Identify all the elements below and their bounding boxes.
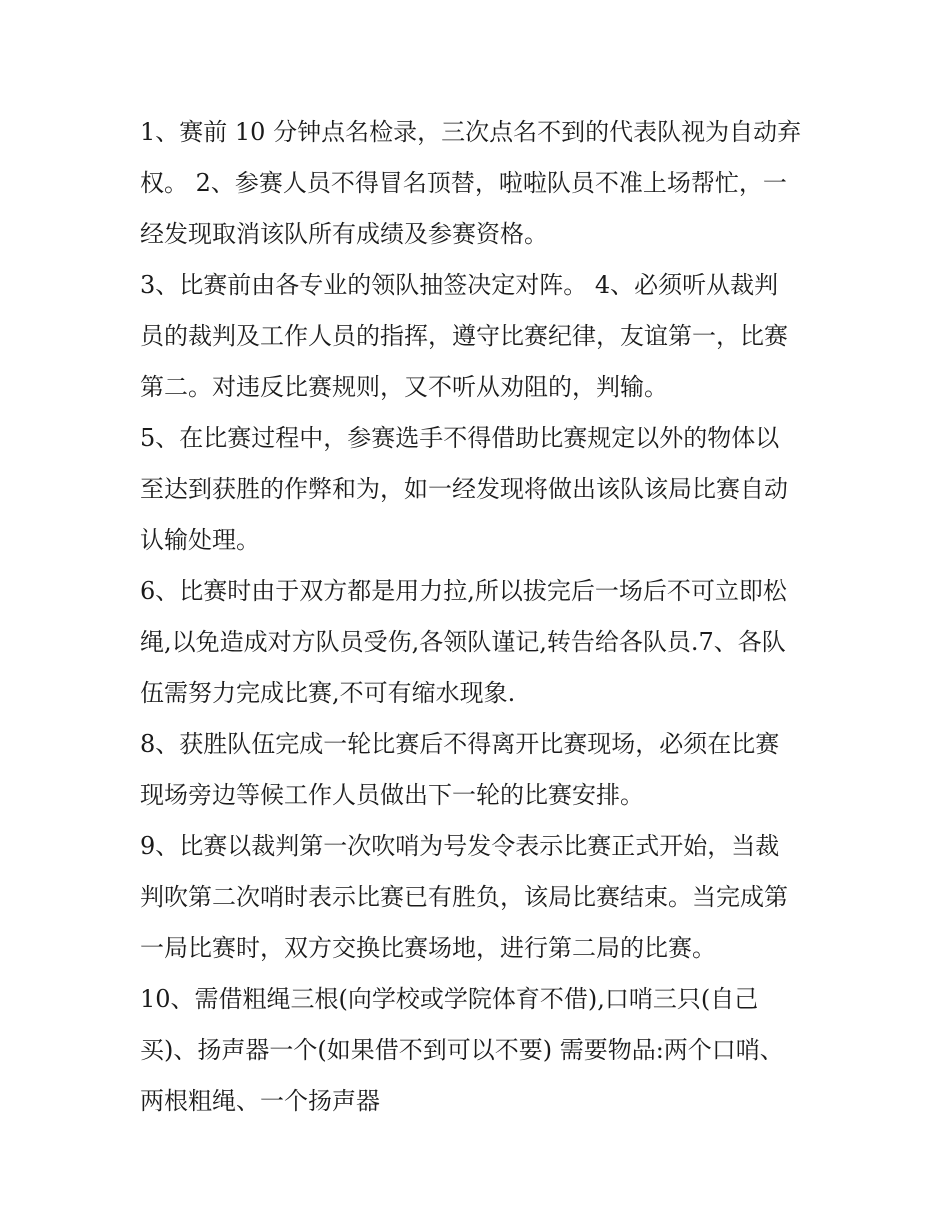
text-line: 一局比赛时，双方交换比赛场地，进行第二局的比赛。 xyxy=(140,934,716,962)
text-line: 6、比赛时由于双方都是用力拉,所以拔完后一场后不可立即松 xyxy=(140,577,787,605)
rules-text xyxy=(140,107,820,1127)
rule-paragraph-3 xyxy=(140,260,820,413)
text-line: 伍需努力完成比赛,不可有缩水现象. xyxy=(140,679,516,707)
text-line: 认输处理。 xyxy=(140,526,260,554)
rule-paragraph-10 xyxy=(140,974,820,1127)
text-line: 3、比赛前由各专业的领队抽签决定对阵。 4、必须听从裁判 xyxy=(140,271,779,299)
text-line: 第二。对违反比赛规则，又不听从劝阻的，判输。 xyxy=(140,373,668,401)
text-line: 绳,以免造成对方队员受伤,各领队谨记,转告给各队员.7、各队 xyxy=(140,628,786,656)
text-line: 买)、扬声器一个(如果借不到可以不要) 需要物品:两个口哨、 xyxy=(140,1036,784,1064)
text-line: 10、需借粗绳三根(向学校或学院体育不借),口哨三只(自己 xyxy=(140,985,759,1013)
rule-paragraph-1 xyxy=(140,107,820,260)
rule-paragraph-6 xyxy=(140,566,820,719)
text-line: 权。 2、参赛人员不得冒名顶替，啦啦队员不准上场帮忙，一 xyxy=(140,169,787,197)
text-line: 员的裁判及工作人员的指挥，遵守比赛纪律，友谊第一，比赛 xyxy=(140,322,788,350)
text-line: 1、赛前 10 分钟点名检录，三次点名不到的代表队视为自动弃 xyxy=(140,118,802,146)
text-line: 9、比赛以裁判第一次吹哨为号发令表示比赛正式开始，当裁 xyxy=(140,832,780,860)
text-line: 至达到获胜的作弊和为，如一经发现将做出该队该局比赛自动 xyxy=(140,475,788,503)
text-line: 现场旁边等候工作人员做出下一轮的比赛安排。 xyxy=(140,781,644,809)
rule-paragraph-5 xyxy=(140,413,820,566)
rule-paragraph-9 xyxy=(140,821,820,974)
text-line: 经发现取消该队所有成绩及参赛资格。 xyxy=(140,220,548,248)
rule-paragraph-8 xyxy=(140,719,820,821)
text-line: 5、在比赛过程中，参赛选手不得借助比赛规定以外的物体以 xyxy=(140,424,780,452)
text-line: 8、获胜队伍完成一轮比赛后不得离开比赛现场，必须在比赛 xyxy=(140,730,780,758)
text-line: 判吹第二次哨时表示比赛已有胜负，该局比赛结束。当完成第 xyxy=(140,883,788,911)
text-line: 两根粗绳、一个扬声器 xyxy=(140,1087,380,1115)
